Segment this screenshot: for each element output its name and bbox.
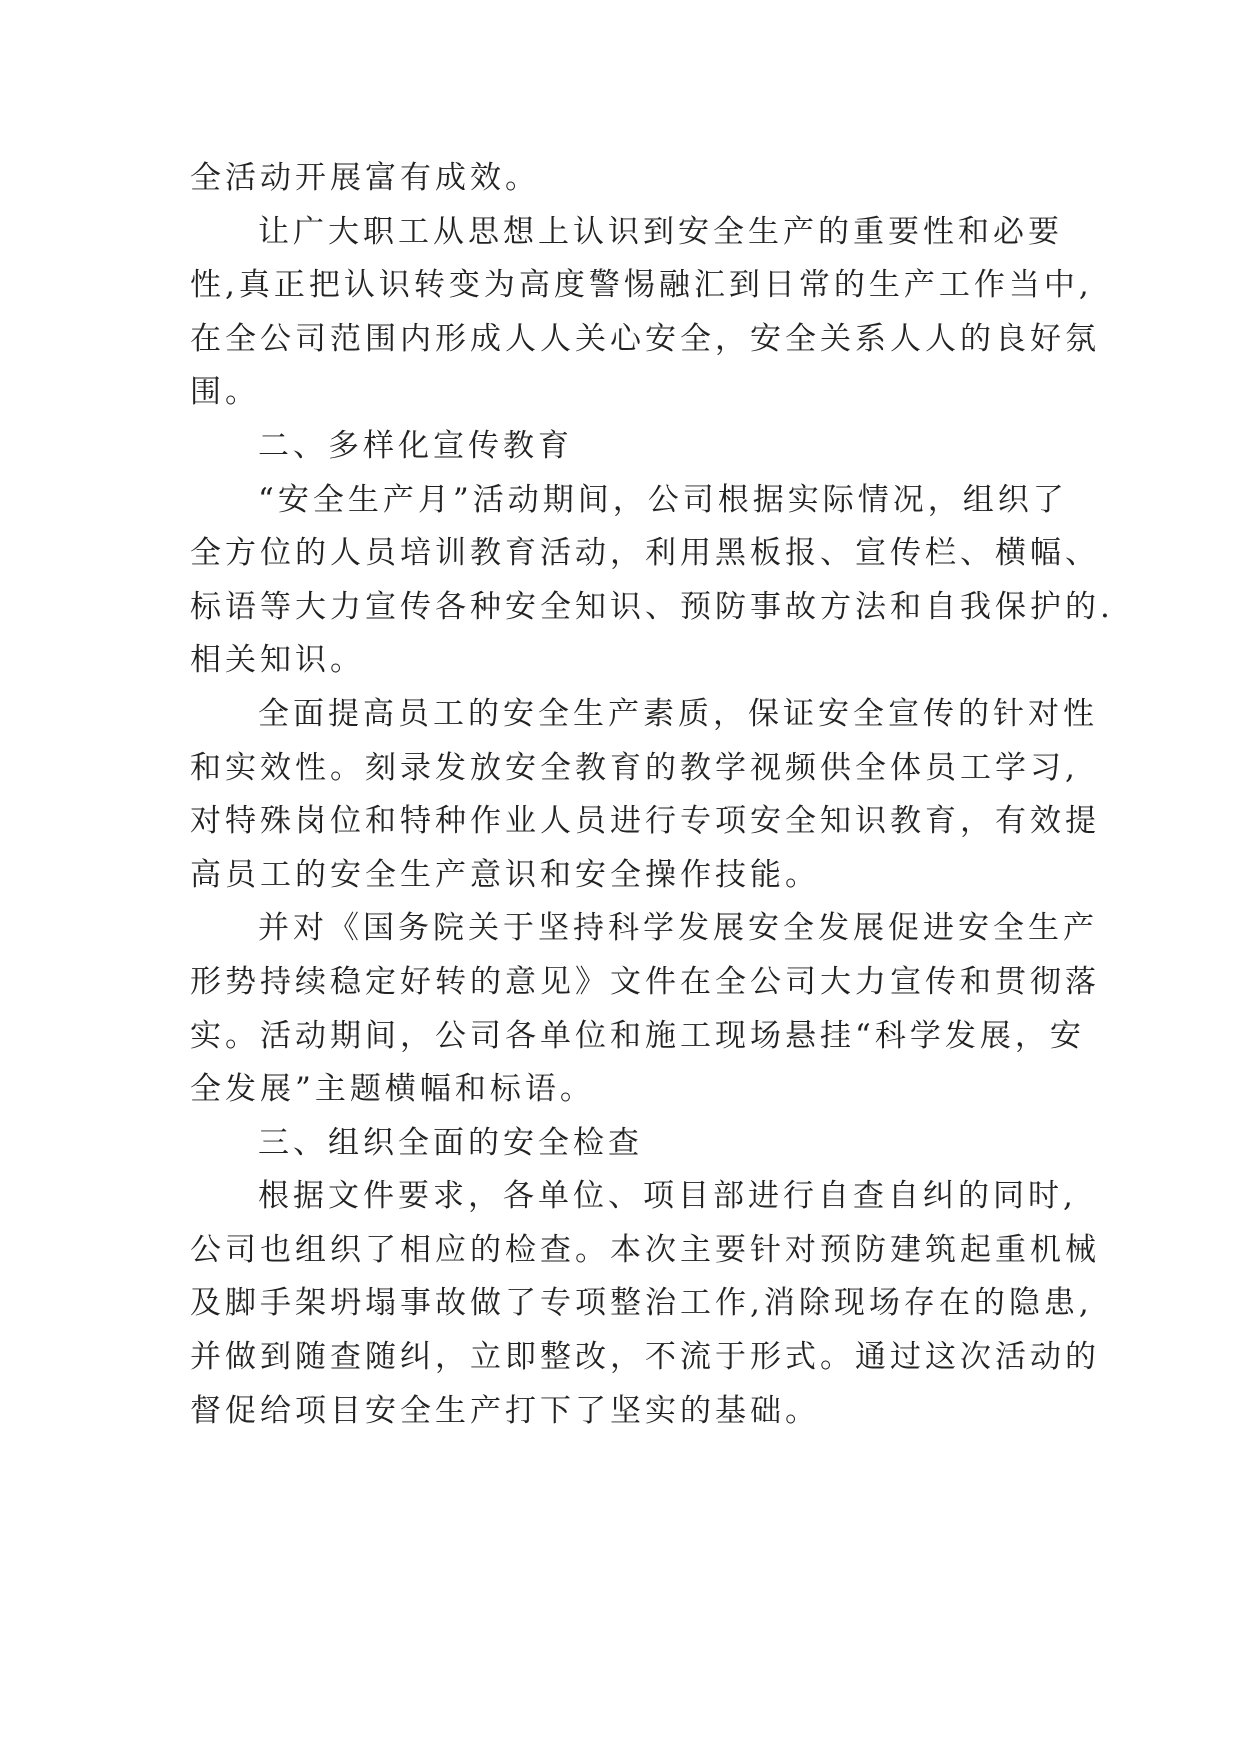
paragraph-line: 相关知识。 — [190, 642, 365, 679]
paragraph-line: 围。 — [190, 374, 260, 411]
paragraph-line: 性,真正把认识转变为高度警惕融汇到日常的生产工作当中, — [190, 267, 1093, 304]
paragraph-line: 全方位的人员培训教育活动，利用黑板报、宣传栏、横幅、 — [190, 535, 1100, 572]
paragraph-line: 并对《国务院关于坚持科学发展安全发展促进安全生产 — [258, 910, 1098, 947]
paragraph-line: “安全生产月”活动期间，公司根据实际情况，组织了 — [258, 481, 1068, 518]
paragraph-line: 和实效性。刻录发放安全教育的教学视频供全体员工学习, — [190, 749, 1079, 786]
paragraph-line: 对特殊岗位和特种作业人员进行专项安全知识教育，有效提 — [190, 803, 1100, 840]
document-body — [190, 152, 1114, 1438]
paragraph-line: 高员工的安全生产意识和安全操作技能。 — [190, 856, 820, 893]
paragraph-line: 全面提高员工的安全生产素质，保证安全宣传的针对性 — [258, 695, 1098, 732]
paragraph-line: 形势持续稳定好转的意见》文件在全公司大力宣传和贯彻落 — [190, 963, 1100, 1000]
paragraph-line: 标语等大力宣传各种安全知识、预防事故方法和自我保护的. — [190, 588, 1114, 625]
paragraph-line: 根据文件要求，各单位、项目部进行自查自纠的同时, — [258, 1178, 1077, 1215]
paragraph-line: 公司也组织了相应的检查。本次主要针对预防建筑起重机械 — [190, 1231, 1100, 1268]
paragraph-line: 实。活动期间，公司各单位和施工现场悬挂“科学发展，安 — [190, 1017, 1085, 1054]
paragraph-line: 并做到随查随纠，立即整改，不流于形式。通过这次活动的 — [190, 1339, 1100, 1376]
section-heading: 三、组织全面的安全检查 — [258, 1124, 643, 1161]
paragraph-line: 全发展”主题横幅和标语。 — [190, 1071, 595, 1108]
paragraph-line: 在全公司范围内形成人人关心安全，安全关系人人的良好氛 — [190, 320, 1100, 357]
paragraph-line: 让广大职工从思想上认识到安全生产的重要性和必要 — [258, 213, 1063, 250]
paragraph-line: 及脚手架坍塌事故做了专项整治工作,消除现场存在的隐患, — [190, 1285, 1093, 1322]
paragraph-line: 全活动开展富有成效。 — [190, 160, 540, 196]
section-heading: 二、多样化宣传教育 — [258, 427, 573, 464]
paragraph-line: 督促给项目安全生产打下了坚实的基础。 — [190, 1392, 820, 1429]
